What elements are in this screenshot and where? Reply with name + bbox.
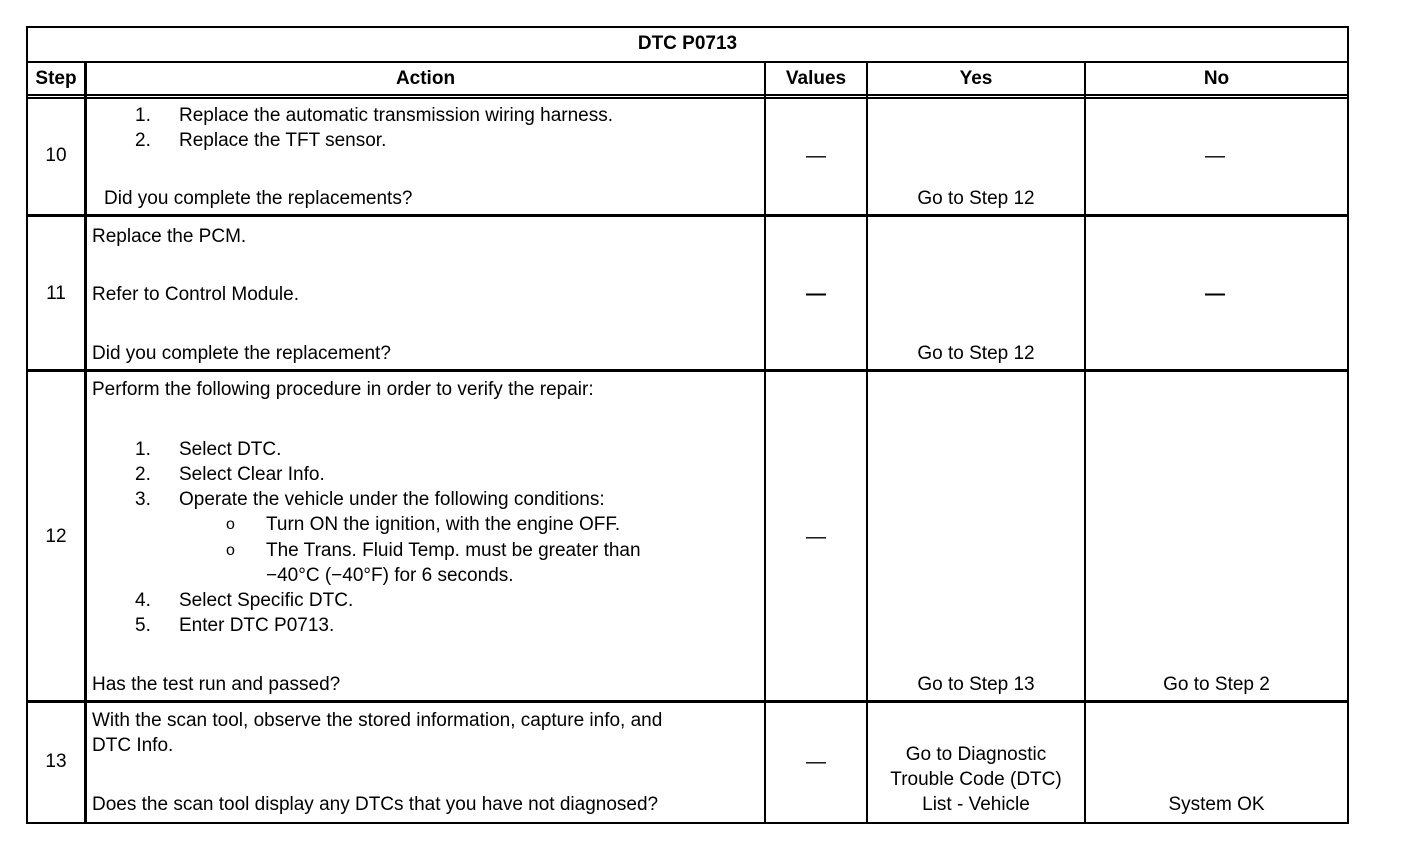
values-dash: — bbox=[806, 283, 826, 305]
step-number: 11 bbox=[46, 283, 66, 304]
no-result: System OK bbox=[1168, 794, 1265, 815]
list-number: 2. bbox=[135, 464, 151, 485]
no-link[interactable]: Go to Step 2 bbox=[1163, 674, 1270, 695]
step-number: 10 bbox=[45, 145, 67, 166]
header-step: Step bbox=[35, 68, 77, 89]
header-values: Values bbox=[785, 68, 847, 89]
list-item: Select Specific DTC. bbox=[179, 590, 354, 611]
list-number: 5. bbox=[135, 615, 151, 636]
col-divider-step bbox=[84, 61, 87, 824]
yes-link-line[interactable]: Trouble Code (DTC) bbox=[890, 769, 1062, 790]
no-dash: — bbox=[1205, 145, 1225, 167]
yes-link[interactable]: Go to Step 13 bbox=[917, 674, 1035, 695]
bullet-mark: o bbox=[226, 516, 235, 533]
border-bottom bbox=[26, 822, 1349, 824]
action-question: Has the test run and passed? bbox=[92, 674, 341, 695]
border-right bbox=[1347, 26, 1349, 824]
action-line: DTC Info. bbox=[92, 735, 174, 756]
step-number: 12 bbox=[45, 526, 67, 547]
row-divider-12 bbox=[26, 700, 1349, 703]
header-divider bbox=[26, 94, 1349, 96]
list-number: 3. bbox=[135, 489, 151, 510]
action-line: With the scan tool, observe the stored information, capture info, and bbox=[92, 710, 663, 731]
list-item: Replace the automatic transmission wiring harness. bbox=[179, 105, 614, 126]
yes-link[interactable]: Go to Step 12 bbox=[917, 343, 1035, 364]
header-yes: Yes bbox=[959, 68, 993, 89]
yes-link-line[interactable]: Go to Diagnostic bbox=[905, 744, 1047, 765]
table-title: DTC P0713 bbox=[637, 33, 738, 54]
action-line: Replace the PCM. bbox=[92, 226, 247, 247]
header-divider-2 bbox=[26, 97, 1349, 99]
row-divider-10 bbox=[26, 214, 1349, 217]
col-divider-action bbox=[764, 61, 766, 824]
values-dash: — bbox=[806, 145, 826, 167]
bullet-item: Turn ON the ignition, with the engine OFF. bbox=[266, 514, 621, 535]
action-question: Did you complete the replacements? bbox=[104, 188, 413, 209]
yes-link-line[interactable]: List - Vehicle bbox=[922, 794, 1030, 815]
yes-link[interactable]: Go to Step 12 bbox=[917, 188, 1035, 209]
title-divider bbox=[26, 61, 1349, 63]
action-question: Does the scan tool display any DTCs that you have not diagnosed? bbox=[92, 794, 659, 815]
action-line: Refer to Control Module. bbox=[92, 284, 299, 305]
action-intro: Perform the following procedure in order to verify the repair: bbox=[92, 379, 594, 400]
col-divider-values bbox=[866, 61, 868, 824]
list-number: 1. bbox=[135, 105, 151, 126]
list-item: Enter DTC P0713. bbox=[179, 615, 335, 636]
list-number: 1. bbox=[135, 439, 151, 460]
step-number: 13 bbox=[45, 751, 67, 772]
list-number: 4. bbox=[135, 590, 151, 611]
bullet-mark: o bbox=[226, 542, 235, 559]
header-action: Action bbox=[395, 68, 456, 89]
border-top bbox=[26, 26, 1349, 28]
dtc-table bbox=[26, 26, 1349, 824]
col-divider-yes bbox=[1084, 61, 1086, 824]
no-dash: — bbox=[1205, 283, 1225, 305]
row-divider-11 bbox=[26, 369, 1349, 372]
list-item: Replace the TFT sensor. bbox=[179, 130, 387, 151]
values-dash: — bbox=[806, 751, 826, 773]
action-question: Did you complete the replacement? bbox=[92, 343, 391, 364]
list-item: Operate the vehicle under the following conditions: bbox=[179, 489, 605, 510]
values-dash: — bbox=[806, 526, 826, 548]
list-number: 2. bbox=[135, 130, 151, 151]
bullet-item: The Trans. Fluid Temp. must be greater than bbox=[266, 540, 641, 561]
bullet-item-continued: −40°C (−40°F) for 6 seconds. bbox=[266, 565, 514, 586]
list-item: Select Clear Info. bbox=[179, 464, 325, 485]
list-item: Select DTC. bbox=[179, 439, 282, 460]
header-no: No bbox=[1203, 68, 1230, 89]
